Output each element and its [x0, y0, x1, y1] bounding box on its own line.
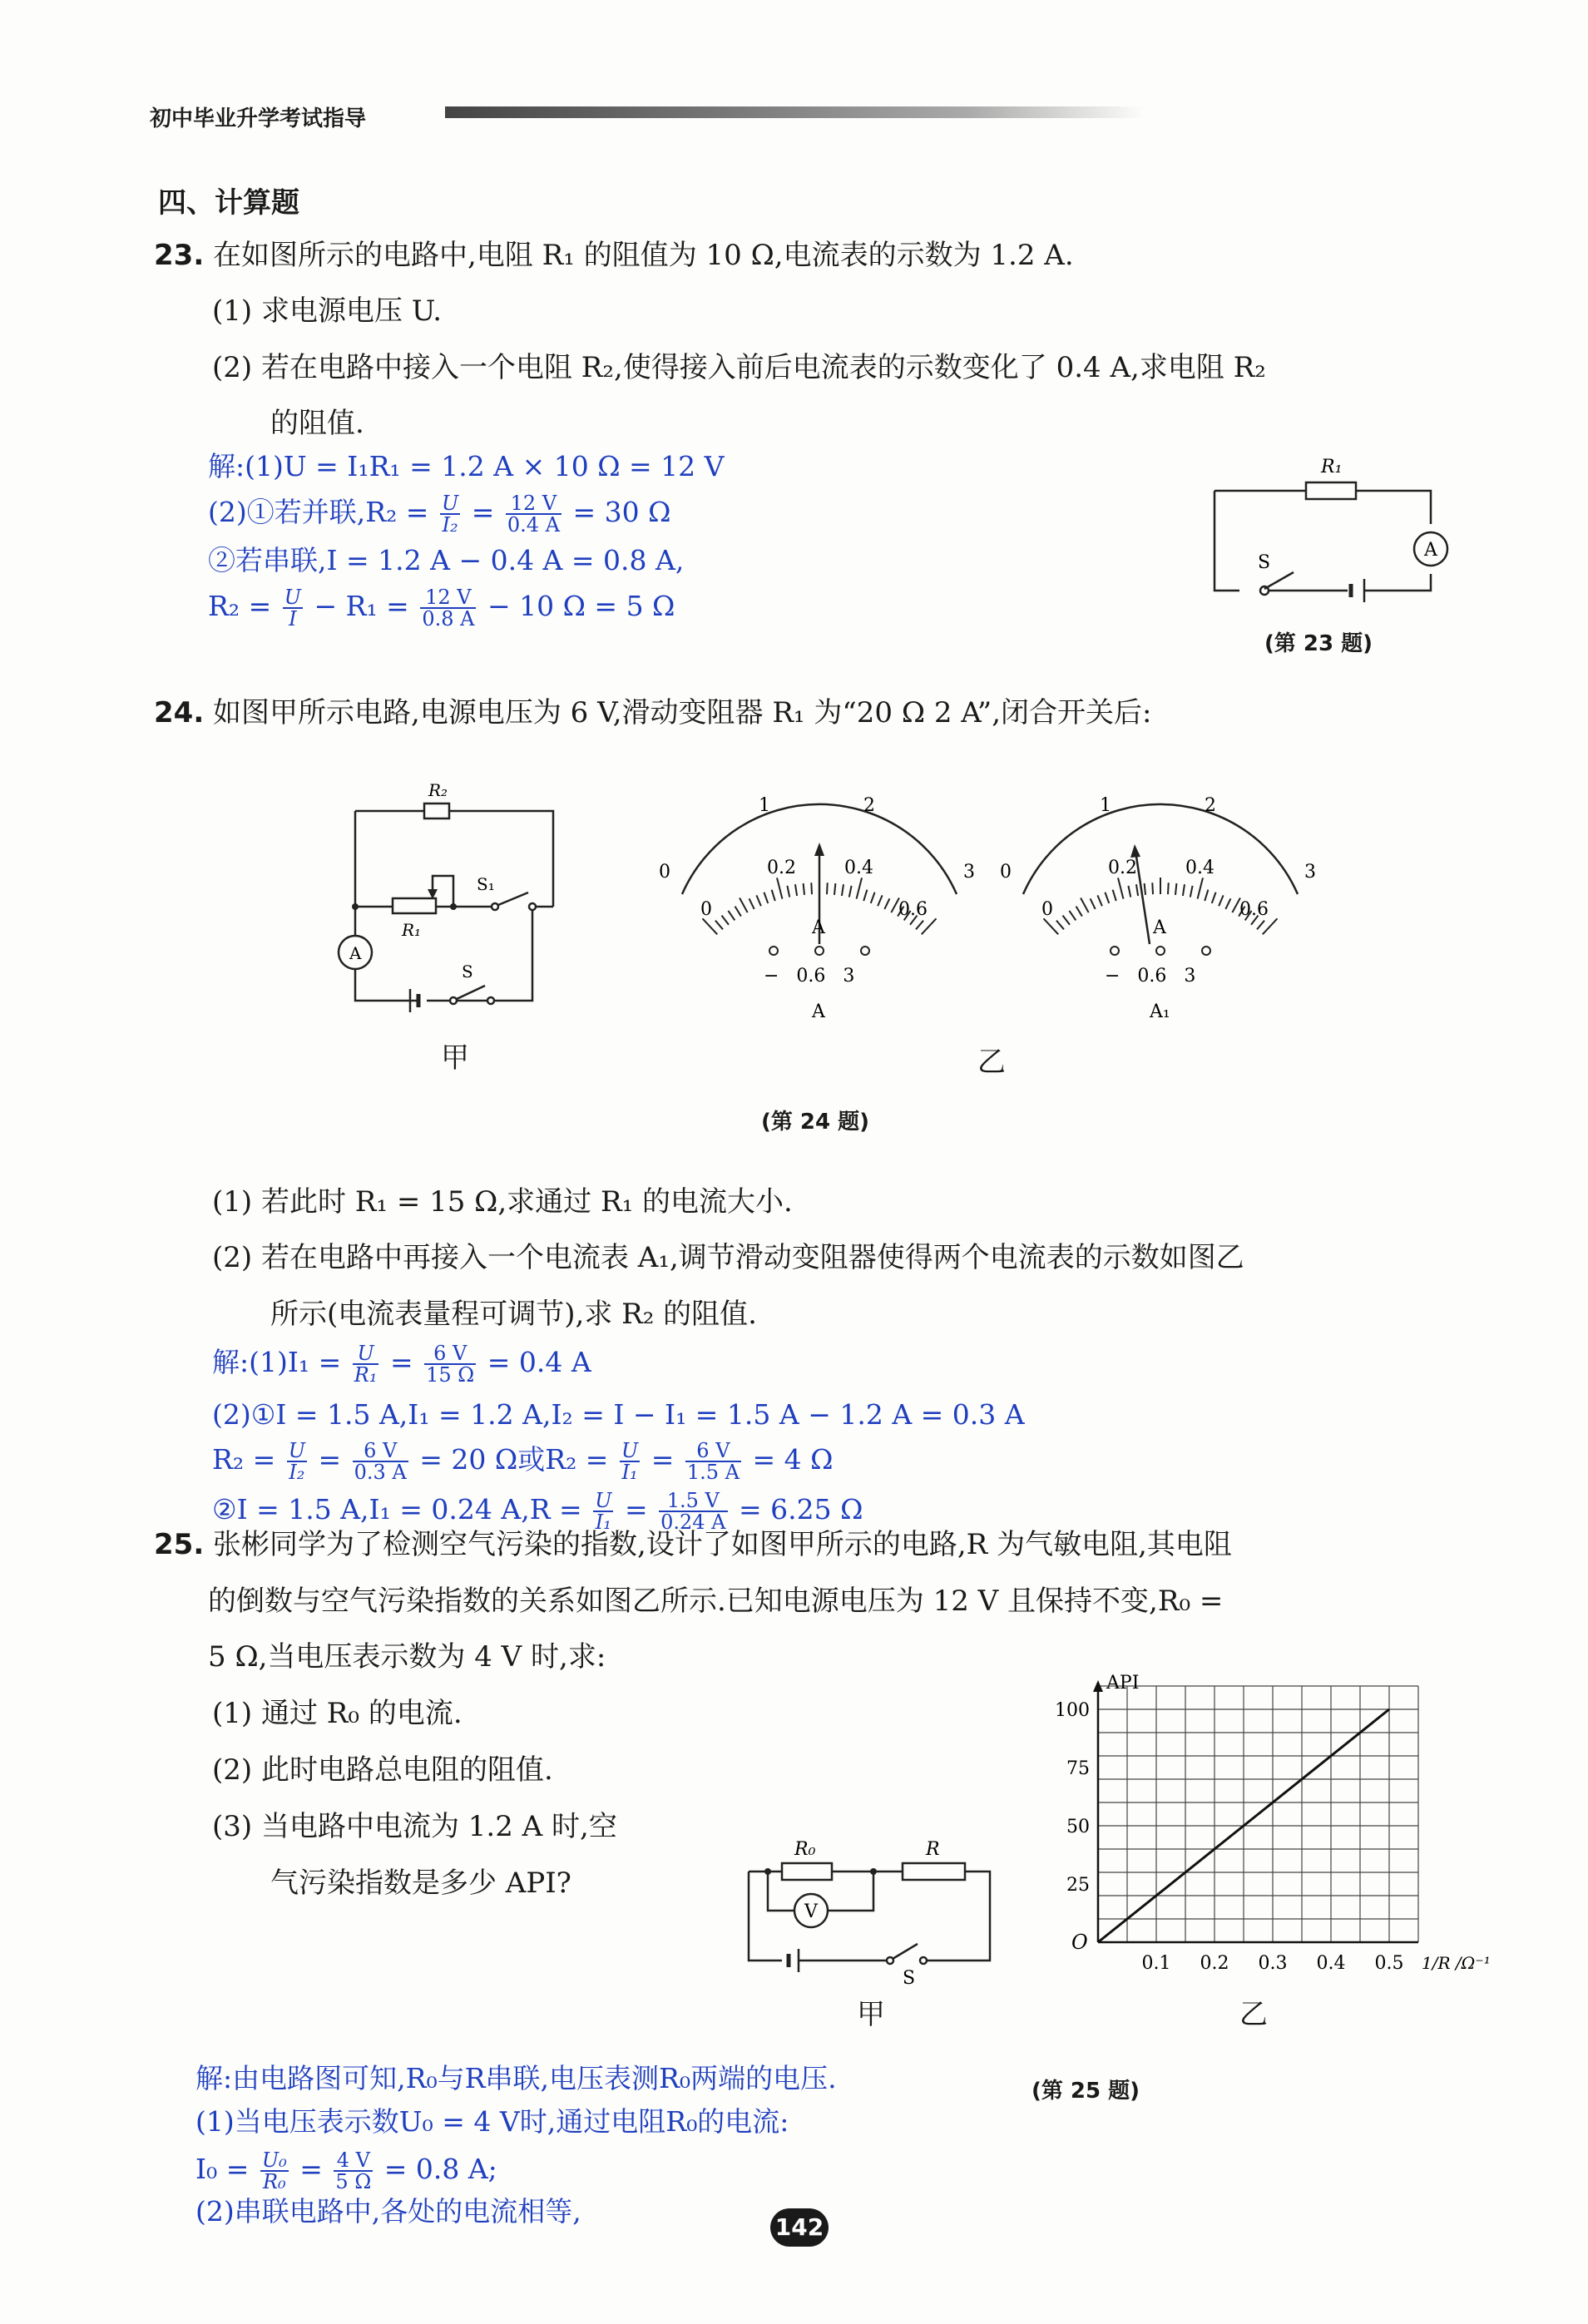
q24-sol3-eq1: =: [318, 1443, 342, 1476]
scale-top-0: 0: [659, 862, 670, 883]
meter-tick: [849, 886, 852, 897]
scale-bottom-1: 0.2: [1108, 858, 1137, 878]
y-tick-label: 75: [1066, 1758, 1090, 1779]
meter-tick: [1183, 884, 1185, 896]
q23-sol2-frac1: $\frac{U}{\text{I₂}}$: [441, 492, 459, 536]
meter-tick: [772, 890, 775, 901]
label-a: A: [1424, 540, 1437, 561]
meter-tick: [1128, 886, 1130, 897]
q24-caption: (第 24 题): [761, 1110, 870, 1135]
meter-tick: [1091, 898, 1096, 909]
scale-bottom-1: 0.2: [767, 858, 796, 878]
meter-a1-needle: [1135, 851, 1150, 944]
meter-tick: [842, 884, 843, 896]
meter-tick: [916, 921, 923, 930]
q25-stem-line3: 5 Ω,当电压表示数为 4 V 时,求:: [208, 1640, 606, 1674]
q24-sol1-frac2: $\frac{6 V}{15 \Omega}$: [426, 1342, 475, 1387]
scale-bottom-2: 0.4: [1185, 858, 1214, 878]
q25-part1: (1) 通过 R₀ 的电流.: [212, 1697, 463, 1730]
q25-stem-text: 张彬同学为了检测空气污染的指数,设计了如图甲所示的电路,R 为气敏电阻,其电阻: [213, 1528, 1232, 1561]
q24-stem: [154, 695, 1151, 731]
scale-top-1: 1: [759, 795, 770, 816]
q24-sol3-frac4: $\frac{6 V}{1.5 A}$: [686, 1439, 740, 1484]
scale-top-3: 3: [963, 862, 975, 883]
q24-sol3-pre: R₂ =: [212, 1443, 276, 1476]
q24-circuit-diagram: [329, 778, 570, 1027]
meter-tick: [1219, 895, 1223, 906]
q24-stem-text: 如图甲所示电路,电源电压为 6 V,滑动变阻器 R₁ 为“20 Ω 2 A”,闭合开关后:: [213, 696, 1152, 729]
q25-part3-line1: (3) 当电路中电流为 1.2 A 时,空: [212, 1810, 617, 1843]
q25-part2: (2) 此时电路总电阻的阻值.: [212, 1753, 553, 1787]
q24-part2-line1: (2) 若在电路中再接入一个电流表 A₁,调节滑动变阻器使得两个电流表的示数如图乙: [212, 1241, 1244, 1274]
q23-part2-line2: 的阻值.: [270, 407, 364, 440]
q23-solution-3: ②若串联,I = 1.2 A − 0.4 A = 0.8 A,: [208, 544, 685, 576]
x-tick-label: 0.1: [1141, 1953, 1171, 1974]
x-tick-label: 0.2: [1200, 1953, 1229, 1974]
meter-tick: [1168, 883, 1169, 894]
meter-tick: [1113, 890, 1116, 901]
q24-sol4-eq: =: [624, 1493, 648, 1525]
x-tick-label: 0.5: [1374, 1953, 1404, 1974]
meter-a1-name: A₁: [1150, 1001, 1170, 1022]
q24-meter-a1: [998, 786, 1323, 1027]
meter-tick: [715, 921, 723, 930]
label-s1: S₁: [477, 874, 495, 894]
label-a: A: [349, 943, 362, 963]
origin-label: O: [1071, 1931, 1088, 1954]
q23-solution-2: [208, 493, 670, 535]
q24-number: 24.: [154, 696, 205, 729]
meter-tick: [1190, 886, 1193, 897]
scale-top-2: 2: [863, 795, 875, 816]
y-tick-label: 50: [1066, 1817, 1090, 1837]
scale-top-1: 1: [1100, 795, 1111, 816]
q24-sol3-post: = 4 Ω: [752, 1443, 834, 1476]
meter-tick: [1056, 921, 1064, 930]
q24-sol1-post: = 0.4 A: [487, 1346, 591, 1378]
q23-part1: (1) 求电源电压 U.: [212, 294, 443, 328]
s-terminal-2: [487, 997, 494, 1004]
q23-part2-line1: (2) 若在电路中接入一个电阻 R₂,使得接入前后电流表的示数变化了 0.4 A,求电阻 R₂: [212, 351, 1266, 384]
q24-sol4-frac1: $\frac{U}{\text{I₁}}$: [595, 1489, 612, 1534]
y-tick-label: 25: [1066, 1875, 1090, 1896]
meter-a-needle-head: [814, 843, 824, 856]
x-tick-label: 0.3: [1258, 1953, 1288, 1974]
label-r2: R₂: [428, 780, 448, 800]
q23-sol4-post: − 10 Ω = 5 Ω: [487, 590, 675, 622]
junction-dot: [352, 903, 359, 910]
q25-sol3-eq: =: [299, 2153, 323, 2185]
meter-tick: [878, 895, 882, 906]
q24-sol1-pre: 解:(1)I₁ =: [212, 1346, 342, 1378]
scale-bottom-2: 0.4: [844, 858, 873, 878]
q25-solution-1: 解:由电路图可知,R₀与R串联,电压表测R₀两端的电压.: [195, 2062, 837, 2094]
q24-part2-line2: 所示(电流表量程可调节),求 R₂ 的阻值.: [270, 1298, 757, 1331]
q25-part3-line2: 气污染指数是多少 API?: [270, 1867, 571, 1900]
voltmeter-wires: [768, 1872, 873, 1911]
switch-terminal-2: [920, 1957, 927, 1964]
meter-tick: [1212, 893, 1216, 903]
q24-solution-1: [212, 1343, 591, 1385]
resistor-r0: [782, 1863, 832, 1880]
meter-tick: [777, 878, 782, 898]
q23-solution-4: [208, 587, 675, 629]
label-s: S: [903, 1968, 916, 1989]
q25-sol3-post: = 0.8 A;: [383, 2153, 497, 2185]
meter-tick: [795, 884, 797, 896]
q23-sol4-pre: R₂ =: [208, 590, 272, 622]
s1-terminal: [492, 903, 498, 910]
meter-tick: [863, 890, 867, 901]
meter-tick: [1069, 911, 1076, 921]
q24-sol3-eq2: =: [651, 1443, 675, 1476]
q24-sol1-eq: =: [389, 1346, 413, 1378]
meter-tick: [1097, 895, 1101, 906]
meter-tick: [871, 893, 875, 903]
meter-a-terminals: − 0.6 3: [764, 966, 855, 986]
section-title: 四、计算题: [158, 186, 299, 220]
meter-a1-unit: A: [1153, 917, 1166, 938]
q25-solution-3: [195, 2150, 497, 2192]
q24-label-yi: 乙: [977, 1046, 1006, 1079]
label-r1: R₁: [402, 920, 422, 940]
q23-caption: (第 23 题): [1264, 631, 1373, 656]
resistor-r2: [424, 804, 449, 818]
q25-caption: (第 25 题): [1031, 2079, 1140, 2104]
q24-sol3-mid: = 20 Ω或R₂ =: [419, 1443, 609, 1476]
meter-tick: [722, 916, 729, 925]
scale-top-2: 2: [1205, 795, 1216, 816]
switch-blade: [893, 1944, 918, 1959]
q23-circuit-diagram: [1198, 441, 1456, 607]
meter-tick: [827, 883, 828, 894]
q23-sol4-frac1: $\frac{U}{I}$: [284, 586, 301, 630]
q25-stem-line2: 的倒数与空气污染指数的关系如图乙所示.已知电源电压为 12 V 且保持不变,R₀ =: [208, 1585, 1224, 1618]
q25-sol3-frac1: $\frac{\text{U₀}}{\text{R₀}}$: [261, 2148, 287, 2193]
q25-sol3-frac2: $\frac{4 V}{5 \Omega}$: [335, 2148, 372, 2193]
q24-meter-a: [657, 786, 982, 1027]
meter-tick: [834, 883, 835, 895]
meter-tick: [811, 883, 812, 894]
q25-circuit-diagram: [736, 1826, 1002, 1992]
x-axis-label: 1/R /Ω⁻¹: [1422, 1953, 1491, 1973]
q25-label-yi: 乙: [1239, 1998, 1268, 2031]
q24-sol4-pre: ②I = 1.5 A,I₁ = 0.24 A,R =: [212, 1493, 582, 1525]
y-axis-label: API: [1106, 1673, 1140, 1694]
q24-part1: (1) 若此时 R₁ = 15 Ω,求通过 R₁ 的电流大小.: [212, 1185, 793, 1219]
q24-sol4-frac2: $\frac{1.5 V}{0.24 A}$: [660, 1489, 726, 1534]
q24-sol3-frac2: $\frac{6 V}{0.3 A}$: [354, 1439, 407, 1484]
q25-label-jia: 甲: [857, 1998, 885, 2031]
q24-sol3-frac1: $\frac{U}{\text{I₂}}$: [288, 1439, 305, 1484]
meter-tick: [764, 893, 768, 903]
running-header: 初中毕业升学考试指导: [150, 106, 367, 131]
q24-solution-2: (2)①I = 1.5 A,I₁ = 1.2 A,I₂ = I − I₁ = 1.5 A − 1.2 A = 0.3 A: [212, 1398, 1025, 1431]
meter-tick: [1105, 893, 1109, 903]
s1-blade: [498, 893, 528, 905]
y-tick-label: 100: [1055, 1700, 1090, 1721]
meter-tick: [884, 898, 889, 909]
meter-a1-needle-head: [1130, 844, 1140, 858]
meter-tick: [1257, 921, 1264, 930]
q25-stem-line1: [154, 1526, 1232, 1563]
meter-tick: [857, 878, 862, 898]
switch-blade: [1264, 572, 1294, 589]
scale-bottom-0: 0: [1041, 899, 1053, 920]
meter-tick: [1152, 883, 1153, 894]
meter-tick: [1225, 898, 1230, 909]
meter-tick: [1175, 883, 1176, 895]
meter-tick: [1081, 898, 1089, 913]
meter-tick: [1198, 878, 1203, 898]
q23-sol2-frac2: $\frac{12 V}{0.4 A}$: [507, 492, 560, 536]
rheostat-r1: [393, 898, 436, 913]
q24-sol4-post: = 6.25 Ω: [739, 1493, 863, 1525]
q23-sol2-post: = 30 Ω: [572, 496, 671, 528]
meter-a-unit: A: [812, 917, 825, 938]
s-blade: [457, 986, 485, 999]
meter-a1-terminals: − 0.6 3: [1105, 966, 1196, 986]
meter-a-name: A: [812, 1001, 825, 1022]
label-r1: R₁: [1321, 457, 1343, 477]
meter-tick: [787, 886, 789, 897]
scale-bottom-3: 0.6: [1239, 899, 1269, 920]
resistor-r1: [1306, 482, 1356, 499]
q25-solution-4: (2)串联电路中,各处的电流相等,: [195, 2195, 581, 2228]
s-terminal: [450, 997, 457, 1004]
s1-terminal-2: [529, 903, 536, 910]
label-r: R: [926, 1839, 940, 1860]
q25-sol3-pre: I₀ =: [195, 2153, 250, 2185]
q23-sol4-frac2: $\frac{12 V}{0.8 A}$: [422, 586, 475, 630]
meter-tick: [749, 898, 754, 909]
q23-stem-text: 在如图所示的电路中,电阻 R₁ 的阻值为 10 Ω,电流表的示数为 1.2 A.: [213, 239, 1074, 272]
meter-tick: [756, 895, 760, 906]
label-s: S: [1258, 552, 1271, 573]
meter-tick: [1063, 916, 1070, 925]
q24-sol3-frac3: $\frac{U}{\text{I₁}}$: [621, 1439, 639, 1484]
q24-solution-3: [212, 1441, 833, 1482]
meter-tick: [1118, 878, 1123, 898]
q23-sol4-mid: − R₁ =: [314, 590, 409, 622]
scale-bottom-0: 0: [700, 899, 712, 920]
scale-top-0: 0: [1000, 862, 1012, 883]
gas-sensor-r: [903, 1863, 965, 1880]
scale-bottom-3: 0.6: [898, 899, 928, 920]
meter-tick: [735, 907, 741, 917]
q23-stem: [154, 237, 1074, 274]
q25-api-chart: [1048, 1664, 1491, 1988]
q24-sol1-frac1: $\frac{U}{\text{R₁}}$: [354, 1342, 378, 1387]
meter-tick: [740, 898, 748, 913]
page-number: 142: [770, 2208, 829, 2247]
q25-number: 25.: [154, 1528, 205, 1561]
meter-tick: [1136, 884, 1138, 896]
label-s: S: [462, 962, 473, 982]
q23-solution-1: 解:(1)U = I₁R₁ = 1.2 A × 10 Ω = 12 V: [208, 450, 725, 482]
q23-number: 23.: [154, 239, 205, 272]
label-r0: R₀: [794, 1839, 816, 1860]
header-rule: [445, 106, 1144, 118]
meter-tick: [1205, 890, 1208, 901]
scale-top-3: 3: [1304, 862, 1316, 883]
junction-dot: [450, 903, 457, 910]
q23-sol2-eq: =: [471, 496, 495, 528]
x-tick-label: 0.4: [1316, 1953, 1346, 1974]
label-v: V: [804, 1901, 818, 1922]
meter-tick: [1076, 907, 1082, 917]
q24-label-jia: 甲: [441, 1041, 469, 1075]
meter-tick: [728, 911, 735, 921]
q25-solution-2: (1)当电压表示数U₀ = 4 V时,通过电阻R₀的电流:: [195, 2105, 789, 2138]
q23-sol2-pre: (2)①若并联,R₂ =: [208, 496, 429, 528]
